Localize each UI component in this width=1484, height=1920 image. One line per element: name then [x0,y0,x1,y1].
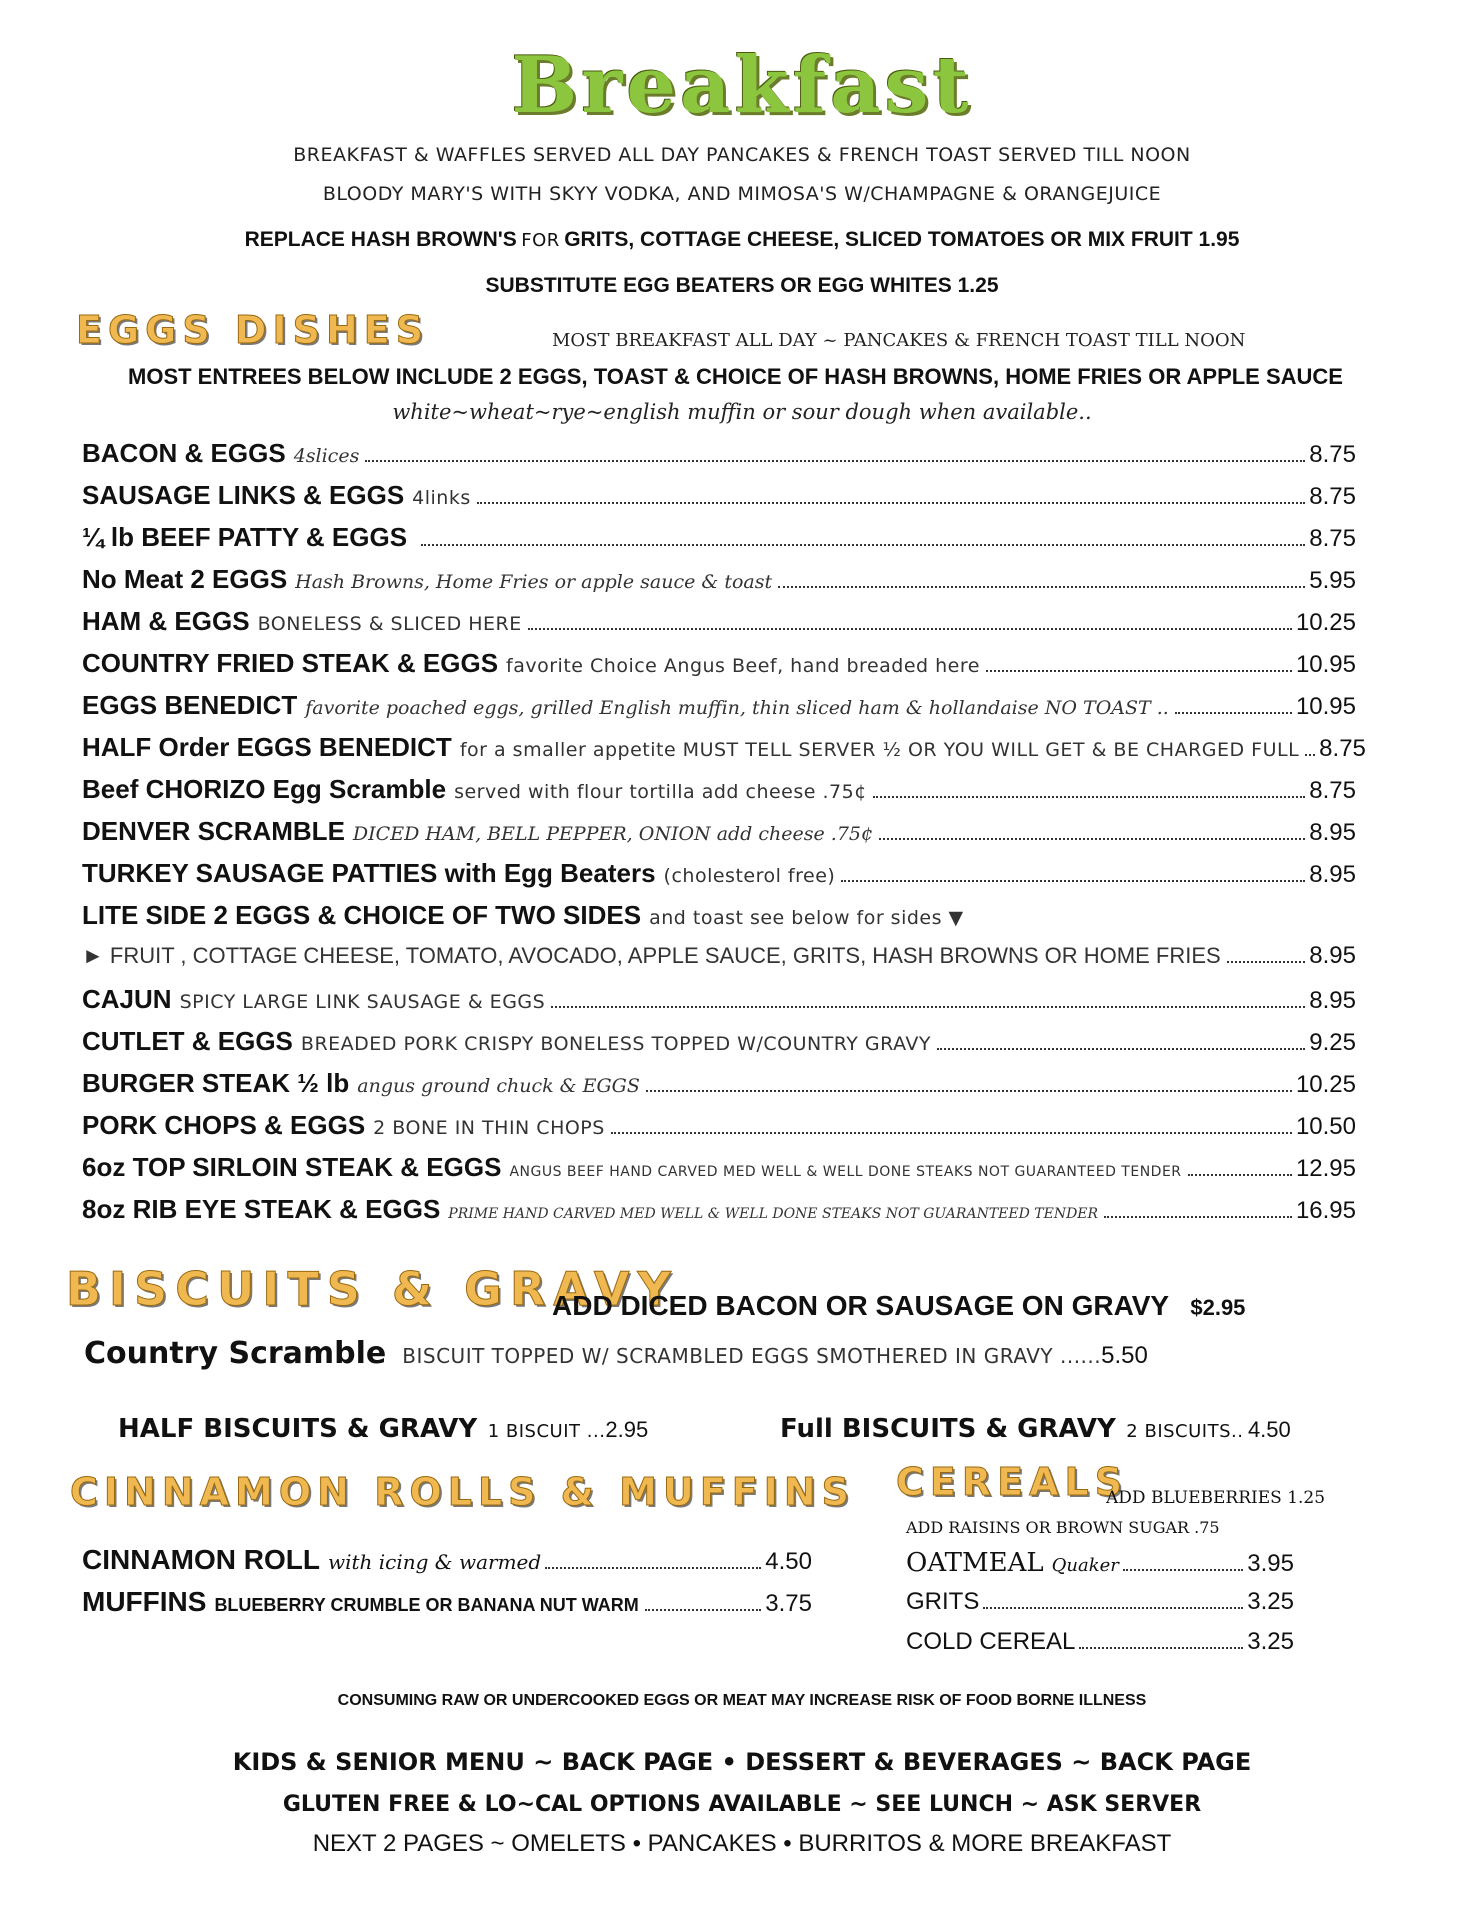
leader-dots [778,586,1305,588]
menu-item-row [82,606,1356,640]
menu-item-price: 8.75 [1319,735,1366,762]
country-scramble-row [84,1336,1394,1371]
menu-item-row [82,438,1356,472]
menu-item-name: HALF Order EGGS BENEDICT [82,732,452,762]
leader-dots [1104,1216,1292,1218]
cereals-note-1: ADD BLUEBERRIES 1.25 [1106,1488,1326,1508]
menu-item-desc: served with flour tortilla add cheese .75¢ [454,781,867,803]
menu-item-name: 8oz RIB EYE STEAK & EGGS [82,1194,441,1224]
menu-item-price: 8.75 [1309,525,1356,552]
intro-line-3 [0,228,1484,252]
replace-text: REPLACE HASH BROWN'S [244,228,517,251]
leader-dots [528,628,1292,630]
menu-item-row [82,648,1356,682]
cereals-note-2: ADD RAISINS OR BROWN SUGAR .75 [906,1518,1220,1537]
leader-dots [983,1607,1243,1609]
menu-item-desc: 2 BONE IN THIN CHOPS [373,1117,605,1139]
footer-line-1: KIDS & SENIOR MENU ~ BACK PAGE • DESSERT & BEVERAGES ~ BACK PAGE [232,1748,1252,1776]
leader-dots [1227,961,1306,963]
leader-dots [841,880,1305,882]
leader-dots [646,1090,1292,1092]
menu-item-name: PORK CHOPS & EGGS [82,1110,366,1140]
leader-dots [1188,1174,1292,1176]
leader-dots [477,502,1306,504]
food-safety-warning: CONSUMING RAW OR UNDERCOOKED EGGS OR MEAT MAY INCREASE RISK OF FOOD BORNE ILLNESS [337,1692,1147,1709]
leader-dots [1079,1647,1243,1649]
full-biscuits-desc: 2 BISCUITS.. [1126,1421,1244,1442]
cinnamon-roll-row [82,1544,812,1586]
menu-item-desc: 4slices [293,445,360,467]
muffins-price: 3.75 [765,1590,812,1617]
menu-item-row [82,732,1366,766]
leader-dots [365,460,1305,462]
menu-item-row [82,480,1356,514]
menu-item-name: EGGS BENEDICT [82,690,298,720]
menu-item-name: ¼ lb BEEF PATTY & EGGS [82,522,408,552]
leader-dots [986,670,1292,672]
full-biscuits-name: Full BISCUITS & GRAVY [780,1414,1116,1444]
menu-item-price: 9.25 [1309,1029,1356,1056]
menu-item-price: 5.95 [1309,567,1356,594]
menu-item-row [82,774,1356,808]
leader-dots [421,544,1305,546]
eggs-note: MOST BREAKFAST ALL DAY ~ PANCAKES & FRENCH TOAST TILL NOON [552,330,1246,351]
half-biscuits-name: HALF BISCUITS & GRAVY [118,1414,478,1444]
menu-item-price: 8.95 [1309,987,1356,1014]
menu-item-row [82,984,1356,1018]
leader-dots [551,1006,1305,1008]
oatmeal-price: 3.95 [1247,1550,1294,1577]
intro-line-1: BREAKFAST & WAFFLES SERVED ALL DAY PANCAKES & FRENCH TOAST SERVED TILL NOON [293,144,1191,166]
footer-line-3: NEXT 2 PAGES ~ OMELETS • PANCAKES • BURRITOS & MORE BREAKFAST [312,1830,1172,1857]
menu-item-row [82,564,1356,598]
leader-dots [1123,1569,1243,1571]
menu-item-row [82,942,1356,976]
leader-dots [1175,712,1292,714]
menu-item-name: CAJUN [82,984,172,1014]
leader-dots [873,796,1305,798]
grits-row [906,1588,1294,1628]
menu-item-desc: angus ground chuck & EGGS [357,1075,640,1097]
leader-dots [645,1609,762,1611]
menu-item-desc: PRIME HAND CARVED MED WELL & WELL DONE STEAKS NOT GUARANTEED TENDER [448,1206,1099,1222]
full-biscuits-price: 4.50 [1247,1417,1291,1442]
menu-item-row [82,858,1356,892]
menu-item-price: 10.25 [1295,609,1356,636]
menu-item-name: SAUSAGE LINKS & EGGS [82,480,405,510]
menu-item-row [82,900,1356,934]
leader-dots [1305,754,1315,756]
intro-line-2: BLOODY MARY'S WITH SKYY VODKA, AND MIMOSA'S W/CHAMPAGNE & ORANGEJUICE [322,183,1162,205]
intro-line-4: SUBSTITUTE EGG BEATERS OR EGG WHITES 1.25 [485,274,999,297]
full-biscuits-row [780,1414,1291,1444]
half-biscuits-row [118,1414,648,1444]
cold-cereal-row [906,1628,1294,1668]
cold-cereal-name: COLD CEREAL [906,1628,1076,1655]
grits-price: 3.25 [1247,1588,1294,1615]
menu-item-name: HAM & EGGS [82,606,250,636]
eggs-breads: white~wheat~rye~english muffin or sour dough when available.. [392,400,1092,424]
page-title: Breakfast [511,40,973,131]
menu-item-price: 8.75 [1309,777,1356,804]
muffins-row [82,1586,812,1628]
menu-item-name: COUNTRY FRIED STEAK & EGGS [82,648,499,678]
biscuits-addon-text: ADD DICED BACON OR SAUSAGE ON GRAVY [552,1290,1169,1321]
menu-item-row [82,816,1356,850]
menu-item-desc: BREADED PORK CRISPY BONELESS TOPPED W/COUNTRY GRAVY [300,1033,931,1055]
biscuits-gravy-heading: BISCUITS & GRAVY [66,1262,679,1316]
leader-dots [879,838,1305,840]
menu-item-name: Beef CHORIZO Egg Scramble [82,774,447,804]
menu-item-desc: Hash Browns, Home Fries or apple sauce & toast [295,571,773,593]
country-scramble-name: Country Scramble [84,1336,387,1371]
replace-options: GRITS, COTTAGE CHEESE, SLICED TOMATOES OR MIX FRUIT 1.95 [564,228,1240,251]
menu-item-row [82,1152,1356,1186]
menu-item-name: LITE SIDE 2 EGGS & CHOICE OF TWO SIDES [82,900,642,930]
menu-item-name: TURKEY SAUSAGE PATTIES with Egg Beaters [82,858,656,888]
menu-item-price: 12.95 [1295,1155,1356,1182]
menu-item-desc: 4links [412,487,471,509]
footer-line-2: GLUTEN FREE & LO~CAL OPTIONS AVAILABLE ~ SEE LUNCH ~ ASK SERVER [282,1792,1202,1817]
menu-item-price: 8.75 [1309,441,1356,468]
menu-item-price: 8.95 [1309,819,1356,846]
menu-item-row [82,1110,1356,1144]
menu-item-price: 10.25 [1295,1071,1356,1098]
cereals-item-list [906,1548,1294,1668]
menu-item-desc: favorite poached eggs, grilled English muffin, thin sliced ham & hollandaise NO TOAST .. [305,697,1169,719]
menu-item-desc: ► FRUIT , COTTAGE CHEESE, TOMATO, AVOCADO, APPLE SAUCE, GRITS, HASH BROWNS OR HOME FRIES [82,943,1221,968]
biscuits-addon [552,1290,1245,1322]
menu-item-desc: ANGUS BEEF HAND CARVED MED WELL & WELL DONE STEAKS NOT GUARANTEED TENDER [509,1164,1182,1180]
menu-item-price: 10.50 [1295,1113,1356,1140]
eggs-dishes-heading: EGGS DISHES [76,308,430,352]
menu-item-desc: SPICY LARGE LINK SAUSAGE & EGGS [179,991,546,1013]
muffins-name: MUFFINS [82,1586,207,1617]
menu-item-row [82,1194,1356,1228]
menu-item-row [82,690,1356,724]
menu-item-name: BURGER STEAK ½ lb [82,1068,350,1098]
eggs-includes: MOST ENTREES BELOW INCLUDE 2 EGGS, TOAST & CHOICE OF HASH BROWNS, HOME FRIES OR APPLE SAUCE [128,364,1343,389]
menu-item-row [82,522,1356,556]
country-scramble-price: 5.50 [1101,1342,1148,1369]
menu-item-price: 8.75 [1309,483,1356,510]
leader-dots [545,1567,761,1569]
cinnamon-roll-desc: with icing & warmed [327,1550,542,1574]
menu-item-name: 6oz TOP SIRLOIN STEAK & EGGS [82,1152,502,1182]
menu-item-desc: BONELESS & SLICED HERE [257,613,522,635]
menu-item-name: CUTLET & EGGS [82,1026,293,1056]
for-text: FOR [521,230,560,251]
leader-dots [937,1048,1305,1050]
menu-item-price: 16.95 [1295,1197,1356,1224]
menu-item-name: No Meat 2 EGGS [82,564,288,594]
menu-item-name: BACON & EGGS [82,438,286,468]
leader-dots [611,1132,1292,1134]
muffins-desc: BLUEBERRY CRUMBLE OR BANANA NUT WARM [214,1595,639,1615]
menu-item-desc: (cholesterol free) [663,865,836,887]
cereals-heading: CEREALS [896,1460,1129,1504]
menu-item-row [82,1068,1356,1102]
menu-item-desc: for a smaller appetite MUST TELL SERVER ½ OR YOU WILL GET & BE CHARGED FULL [459,739,1300,761]
half-biscuits-price: 2.95 [605,1417,649,1442]
menu-item-price: 8.95 [1309,942,1356,969]
country-scramble-desc: BISCUIT TOPPED W/ SCRAMBLED EGGS SMOTHERED IN GRAVY ...... [402,1344,1102,1368]
grits-name: GRITS [906,1588,980,1615]
cinnamon-roll-name: CINNAMON ROLL [82,1544,320,1575]
oatmeal-desc: Quaker [1051,1555,1119,1576]
cinnamon-muffins-heading: CINNAMON ROLLS & MUFFINS [70,1470,856,1514]
menu-item-row [82,1026,1356,1060]
cold-cereal-price: 3.25 [1247,1628,1294,1655]
menu-item-price: 10.95 [1295,693,1356,720]
oatmeal-row [906,1548,1294,1588]
menu-item-desc: favorite Choice Angus Beef, hand breaded here [506,655,980,677]
biscuits-addon-price: $2.95 [1190,1295,1246,1320]
cinnamon-roll-price: 4.50 [765,1548,812,1575]
menu-item-price: 8.95 [1309,861,1356,888]
menu-item-desc: DICED HAM, BELL PEPPER, ONION add cheese .75¢ [352,823,874,845]
half-biscuits-desc: 1 BISCUIT ... [487,1421,606,1442]
menu-item-price: 10.95 [1295,651,1356,678]
oatmeal-name: OATMEAL [906,1548,1044,1578]
menu-item-name: DENVER SCRAMBLE [82,816,345,846]
cinnamon-item-list [82,1544,812,1628]
menu-item-desc: and toast see below for sides ▼ [649,907,964,929]
